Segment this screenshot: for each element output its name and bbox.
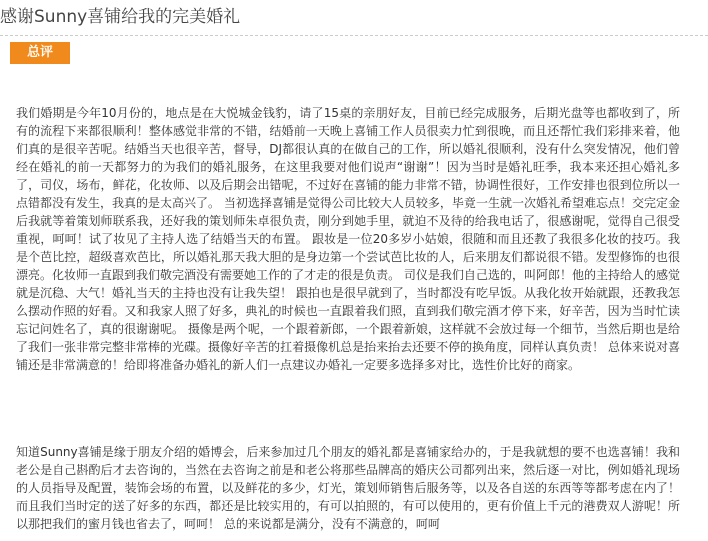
summary-badge: 总评 (10, 42, 70, 64)
review-paragraph: 知道Sunny喜铺是缘于朋友介绍的婚博会，后来参加过几个朋友的婚礼都是喜铺家给办的，于是我就想的要不也选喜铺！我和老公是自己斟酌后才去咨询的，当然在去咨询之前是和老公将那些品牌高的婚庆公司都列出来，然后逐一对比，例如婚礼现场的人员指导及配置，装饰会场的布置，以及鲜花的多少，灯光，策划师销售后服务等，以及各自送的东西等等都考虑在内了！而且我们当时定的送了好多的东西，都还是比较实用的，有可以拍照的，有可以使用的，更有价值上千元的港费双人游呢！所以那把我们的蜜月钱也省去了，呵呵！ 总的来说都是满分，没有不满意的，呵呵 (16, 445, 680, 531)
page-title: 感谢Sunny喜铺给我的完美婚礼 (0, 7, 241, 27)
review-paragraph: 我们婚期是今年10月份的，地点是在大悦城金钱豹，请了15桌的亲朋好友，目前已经完成服务，后期光盘等也都收到了，所有的流程下来都很顺利！整体感觉非常的不错，结婚前一天晚上喜铺工作人员很卖力忙到很晚，而且还帮忙我们彩排来着，他们真的是很辛苦呢。结婚当天也很辛苦，督导，DJ都很认真的在做自己的工作，所以婚礼很顺利，没有什么突发情况，他们曾经在婚礼的前一天都努力的为我们的婚礼服务，在这里我要对他们说声“谢谢”！因为当时是婚礼旺季，我本来还担心婚礼多了，司仪，场布，鲜花，化妆师、以及后期会出错呢，不过好在喜铺的能力非常不错，协调性很好，工作安排也很到位所以一点错都没有发生，我真的是太高兴了。 当初选择喜铺是觉得公司比较大人员较多，毕竟一生就一次婚礼希望难忘点！交完定金后我就等着策划师联系我，还好我的策划师朱卓很负责，刚分到她手里，就迫不及待的给我电话了，很感谢呢，觉得自己很受重视，呵呵！试了妆见了主持人选了结婚当天的布置。 跟妆是一位20多岁小姑娘，很随和而且还教了我很多化妆的技巧。我是个芭比控，超级喜欢芭比，所以婚礼那天我大胆的是身边第一个尝试芭比妆的人，后来朋友们都说很不错。发型修饰的也很漂亮。化妆师一直跟到我们敬完酒没有需要她工作的了才走的很是负责。 司仪是我们自己选的，叫阿郎！他的主持给人的感觉就是沉稳、大气！婚礼当天的主持也没有让我失望！ 跟拍也是很早就到了，当时都没有吃早饭。从我化妆开始就跟，还教我怎么摆动作照的好看。又和我家人照了好多，典礼的时候也一直跟着我们照，直到我们敬完酒才停下来，好辛苦，因为当时忙读忘记问姓名了，真的很谢谢呢。 摄像是两个呢，一个跟着新郎，一个跟着新娘，这样就不会放过每一个细节，当然后期也是给了我们一张非常完整非常棒的光碟。摄像好辛苦的扛着摄像机总是抬来抬去还要不停的换角度，同样认真负责！ 总体来说对喜铺还是非常满意的！给即将准备办婚礼的新人们一点建议办婚礼一定要多选择多对比，选性价比好的商家。 (16, 106, 680, 372)
title-divider (0, 35, 708, 36)
